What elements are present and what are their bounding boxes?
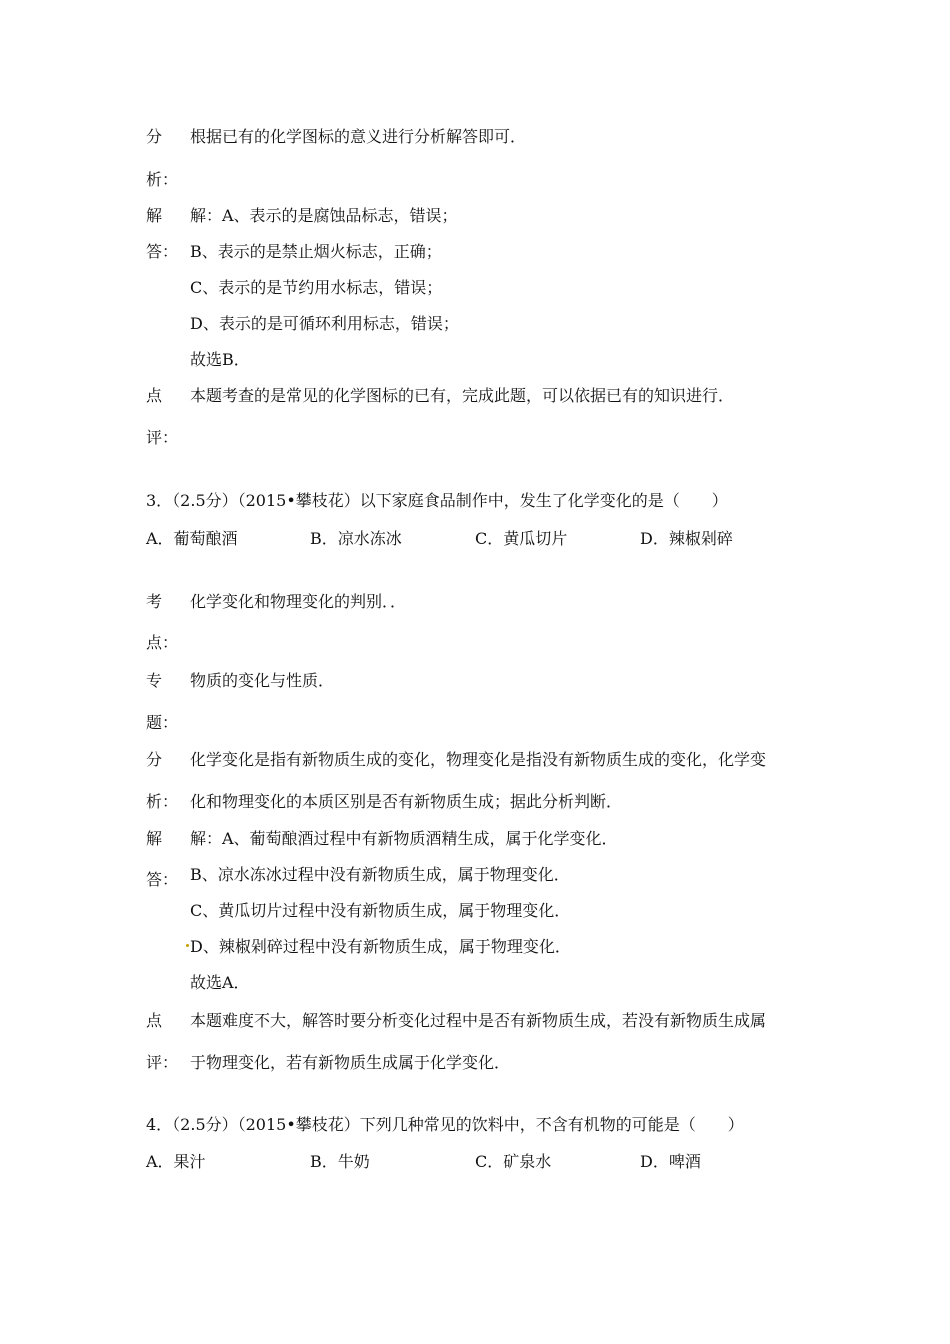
kaodian-text: 化学变化和物理变化的判别．．	[190, 592, 407, 611]
analysis-text: 根据已有的化学图标的意义进行分析解答即可．	[190, 127, 527, 146]
q3-option-b: B．凉水冻冰	[310, 529, 402, 548]
answer-line: D、辣椒剁碎过程中没有新物质生成，属于物理变化．	[190, 937, 571, 956]
label-da: 答：	[146, 242, 179, 261]
label-jie: 解	[146, 206, 163, 225]
answer-line: B、表示的是禁止烟火标志，正确；	[190, 242, 442, 261]
label-dian: 点	[146, 386, 163, 405]
answer-line: 解：A、表示的是腐蚀品标志，错误；	[190, 206, 458, 225]
comment-text: 本题考查的是常见的化学图标的已有，完成此题，可以依据已有的知识进行．	[190, 386, 735, 405]
comment-line: 本题难度不大，解答时要分析变化过程中是否有新物质生成，若没有新物质生成属	[190, 1011, 767, 1030]
label-jie: 解	[146, 829, 163, 848]
answer-line: 故选B．	[190, 350, 250, 369]
label-zhuan: 专	[146, 671, 163, 690]
q3-option-c: C．黄瓜切片	[475, 529, 568, 548]
answer-line: B、凉水冻冰过程中没有新物质生成，属于物理变化．	[190, 865, 570, 884]
q3-option-d: D．辣椒剁碎	[640, 529, 733, 548]
q3-option-a: A．葡萄酿酒	[146, 529, 238, 548]
answer-line: C、表示的是节约用水标志，错误；	[190, 278, 443, 297]
label-xi: 析：	[146, 170, 179, 189]
label-xi: 析：	[146, 792, 179, 811]
answer-line: 故选A．	[190, 973, 250, 992]
analysis-line: 化学变化是指有新物质生成的变化，物理变化是指没有新物质生成的变化，化学变	[190, 750, 767, 769]
question-3-stem: 3．（2.5分）（2015•攀枝花）以下家庭食品制作中，发生了化学变化的是（ ）	[146, 491, 728, 510]
answer-line: C、黄瓜切片过程中没有新物质生成，属于物理变化．	[190, 901, 571, 920]
label-dian2: 点：	[146, 633, 179, 652]
label-fen: 分	[146, 127, 163, 146]
label-kao: 考	[146, 592, 163, 611]
label-da: 答：	[146, 870, 179, 889]
label-dian: 点	[146, 1011, 163, 1030]
label-ping: 评：	[146, 1053, 179, 1072]
comment-line: 于物理变化，若有新物质生成属于化学变化．	[190, 1053, 511, 1072]
zhuanti-text: 物质的变化与性质．	[190, 671, 335, 690]
q4-option-d: D．啤酒	[640, 1152, 701, 1171]
answer-line: 解：A、葡萄酿酒过程中有新物质酒精生成，属于化学变化．	[190, 829, 618, 848]
analysis-line: 化和物理变化的本质区别是否有新物质生成；据此分析判断．	[190, 792, 623, 811]
label-ping: 评：	[146, 428, 179, 447]
q4-option-a: A．果汁	[146, 1152, 206, 1171]
answer-line: D、表示的是可循环利用标志，错误；	[190, 314, 459, 333]
label-fen: 分	[146, 750, 163, 769]
q4-option-c: C．矿泉水	[475, 1152, 552, 1171]
question-4-stem: 4．（2.5分）（2015•攀枝花）下列几种常见的饮料中，不含有机物的可能是（ ）	[146, 1115, 744, 1134]
q4-option-b: B．牛奶	[310, 1152, 370, 1171]
stray-mark	[186, 944, 189, 947]
label-ti: 题：	[146, 713, 179, 732]
